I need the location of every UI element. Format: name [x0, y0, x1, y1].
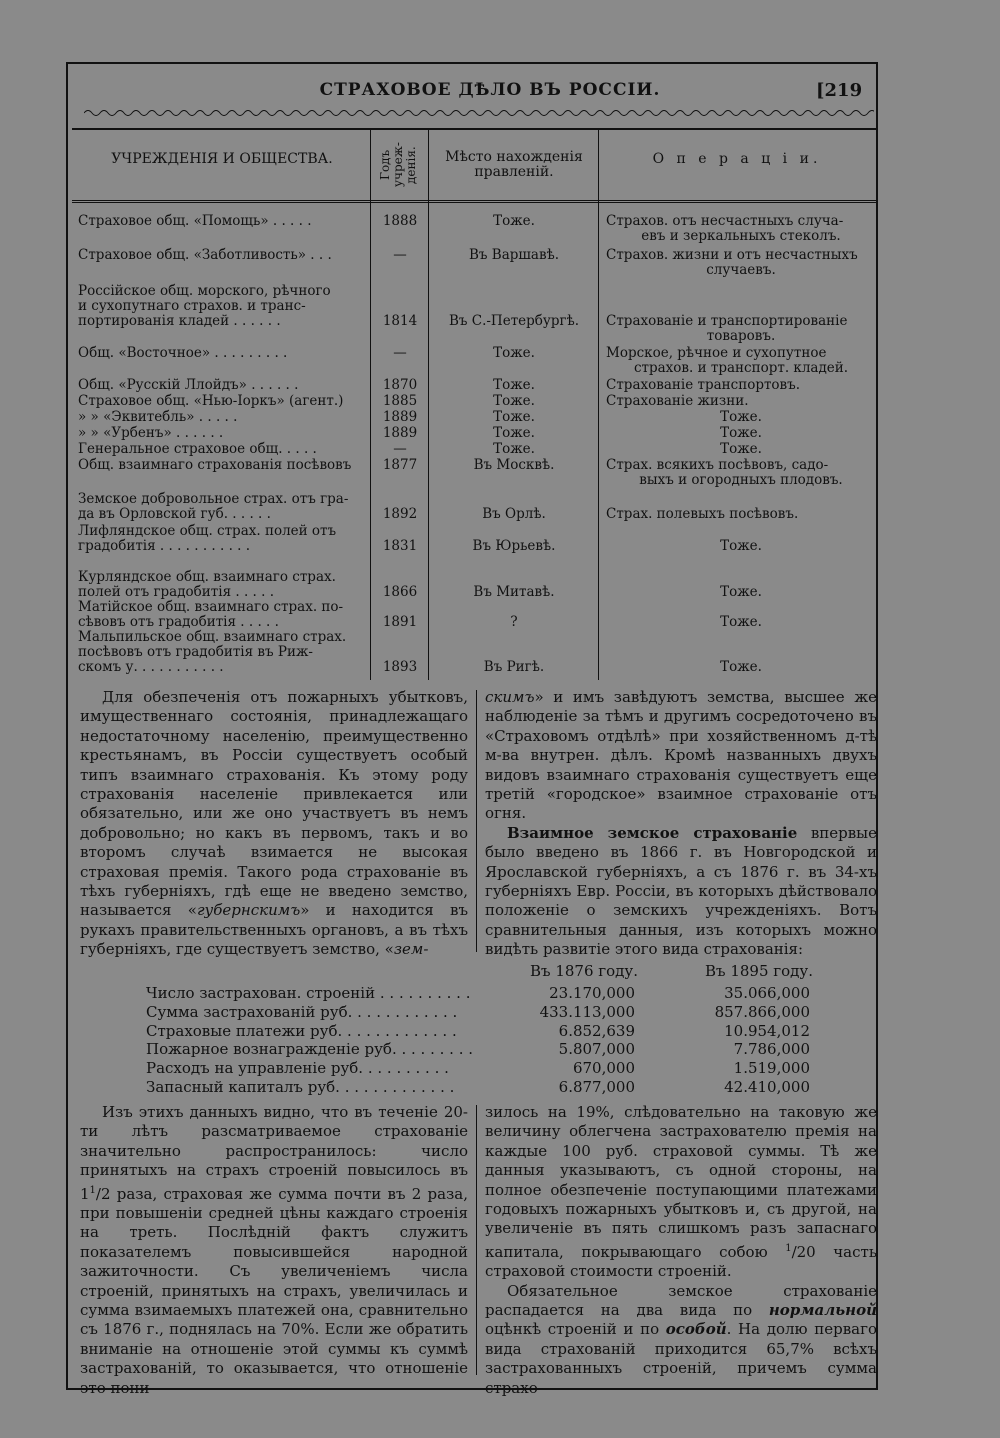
table-row-operation: [606, 214, 876, 244]
institution-line: да въ Орловской губ. . . . . .: [78, 506, 271, 522]
stats-head-1876: Въ 1876 году.: [530, 962, 638, 980]
text-run-italic: нормальной: [768, 1301, 877, 1320]
paragraph: [485, 1103, 877, 1282]
institution-line: Страховое общ. «Нью-Іоркъ» (агент.): [78, 393, 344, 409]
institution-line: полей отъ градобитія . . . . .: [78, 584, 275, 600]
text-run: /20 часть страховой стоимости строеній.: [485, 1242, 877, 1281]
table-row-year: 1877: [382, 457, 418, 473]
table-row-operation: [606, 585, 876, 600]
institution-line: Курляндское общ. взаимнаго страх.: [78, 569, 336, 585]
table-row-operation: [606, 442, 876, 457]
text-run-bold: Взаимное земское страхованіе: [507, 823, 798, 842]
paragraph: [485, 688, 877, 824]
institution-line: Общ. «Восточное» . . . . . . . . .: [78, 345, 288, 361]
stats-label: Число застрахован. строеній . . . . . . . . . .: [146, 984, 471, 1002]
table-row-location: Въ Орлѣ.: [482, 506, 546, 522]
table-row-year: 1893: [382, 659, 418, 675]
table-row-operation: [606, 507, 876, 522]
institution-line: градобитія . . . . . . . . . . .: [78, 538, 251, 554]
institution-line: скомъ у. . . . . . . . . . .: [78, 659, 224, 675]
text-run: Изъ этихъ данныхъ видно, что въ теченіе 20-ти лѣтъ разсматриваемое страхованіе значительно распространилось: число принятыхъ на страхъ строеній повысилось въ 1: [80, 1103, 468, 1203]
institution-line: Матійское общ. взаимнаго страх. по-: [78, 599, 344, 615]
stats-value-1876: 6.877,000: [558, 1078, 635, 1096]
table-row-location: Въ Юрьевѣ.: [472, 538, 556, 554]
table-row-operation: [606, 394, 876, 409]
table-row-year: —: [393, 441, 407, 457]
stats-head-1895: Въ 1895 году.: [705, 962, 813, 980]
table-row-location: Въ С.-Петербургѣ.: [448, 313, 580, 329]
stats-value-1876: 5.807,000: [558, 1040, 635, 1059]
table-row-location: Въ Москвѣ.: [473, 457, 555, 473]
table-row-institution: [78, 492, 368, 522]
table-row-location: Тоже.: [493, 393, 535, 409]
superscript: 1: [89, 1184, 96, 1196]
table-row-institution: [78, 630, 368, 675]
table-row-institution: [78, 426, 368, 441]
paragraph: [80, 688, 468, 960]
stats-value-1876: 433.113,000: [539, 1002, 635, 1021]
text-column-left-top: [80, 688, 468, 960]
table-row-year: —: [393, 247, 407, 263]
text-run: зилось на 19%, слѣдовательно на таковую же величину облегчена застрахователю премія на каждые 100 руб. страховой суммы. Тѣ же данныя указываютъ, съ одной стороны, на полное обезпеченіе поступающими платежами годовыхъ пожарныхъ убытковъ и, съ другой, на увеличеніе въ пять слишкомъ разъ запаснаго капитала, покрывающаго собою: [485, 1103, 877, 1261]
text-run: /2 раза, страховая же сумма почти въ 2 раза, при повышеніи средней цѣны каждаго строенія на треть. Послѣдній фактъ служитъ показателемъ повысившейся народной зажиточности. Съ увеличеніемъ числа строеній, принятыхъ на страхъ, увеличилась и сумма взимаемыхъ платежей она, сравнительно съ 1876 г., поднялась на 70%. Если же обратить вниманіе на отношеніе этой суммы къ суммѣ застрахованій, то оказывается, что отношеніе это пони-: [80, 1184, 468, 1397]
table-row-year: —: [393, 345, 407, 361]
table-row-operation: [606, 458, 876, 488]
table-row-year: 1888: [382, 213, 418, 229]
table-row-year: 1866: [382, 584, 418, 600]
table-row-operation: [606, 426, 876, 441]
operation-line: Тоже.: [720, 659, 762, 675]
operation-line: Тоже.: [720, 584, 762, 600]
table-row-operation: [606, 248, 876, 278]
operation-line: выхъ и огородныхъ плодовъ.: [639, 472, 843, 488]
text-run-italic: зем-: [393, 940, 429, 959]
institution-line: Генеральное страховое общ. . . . .: [78, 441, 317, 457]
stats-value-1876: 6.852,639: [558, 1021, 635, 1040]
table-row-location: Тоже.: [493, 345, 535, 361]
table-row-year: 1889: [382, 409, 418, 425]
operation-line: Тоже.: [720, 614, 762, 630]
table-row-location: Въ Ригѣ.: [483, 659, 545, 675]
table-row-institution: [78, 600, 368, 630]
table-row-operation: [606, 346, 876, 376]
institution-line: Общ. «Русскій Ллойдъ» . . . . . .: [78, 377, 299, 393]
header-year-label: Годъ учреж-денія.: [377, 142, 418, 188]
text-column-right-bottom: [485, 1103, 877, 1398]
institution-line: Мальпильское общ. взаимнаго страх.: [78, 629, 347, 645]
text-run: впервые было введено въ 1866 г. въ Новгородской и Ярославской губерніяхъ, а съ 1876 г. въ 34-хъ губерніяхъ Евр. Россіи, въ которыхъ дѣйствовало положеніе о земскихъ учрежденіяхъ. Вотъ сравнительныя данныя, изъ которыхъ можно видѣть развитіе этого вида страхованія:: [485, 823, 877, 959]
institution-line: » » «Урбенъ» . . . . . .: [78, 425, 224, 441]
stats-label: Расходъ на управленіе руб. . . . . . . . . .: [146, 1059, 449, 1078]
operation-line: Тоже.: [720, 425, 762, 441]
institution-line: Россійское общ. морского, рѣчного: [78, 283, 331, 299]
table-row-institution: [78, 570, 368, 600]
text-run-italic: особой: [665, 1320, 727, 1339]
table-row-institution: [78, 248, 368, 263]
table-header: [72, 128, 877, 203]
column-divider: [476, 1105, 477, 1375]
operation-line: Страх. всякихъ посѣвовъ, садо-: [606, 457, 829, 473]
table-row-location: ?: [510, 614, 518, 630]
header-institutions: УЧРЕЖДЕНIЯ И ОБЩЕСТВА.: [111, 151, 333, 167]
table-row-operation: [606, 410, 876, 425]
table-row-institution: [78, 284, 368, 329]
operation-line: случаевъ.: [706, 262, 776, 278]
table-row-location: Тоже.: [493, 409, 535, 425]
institution-line: Страховое общ. «Заботливость» . . .: [78, 247, 332, 263]
institution-line: Страховое общ. «Помощь» . . . . .: [78, 213, 312, 229]
text-run-italic: губернскимъ: [196, 901, 301, 920]
text-run: Обязательное земское страхованіе распадается на два вида по: [485, 1281, 877, 1320]
stats-label: Страховые платежи руб. . . . . . . . . . . . .: [146, 1021, 457, 1040]
header-year: [372, 130, 424, 200]
stats-value-1895: 7.786,000: [733, 1040, 810, 1059]
wavy-rule: [84, 106, 874, 120]
table-row-institution: [78, 214, 368, 229]
table-row-operation: [606, 378, 876, 393]
table-row-institution: [78, 442, 368, 457]
operation-line: Тоже.: [720, 409, 762, 425]
operation-line: страхов. и транспорт. кладей.: [633, 360, 849, 376]
table-row-operation: [606, 314, 876, 344]
table-row-location: Въ Митавѣ.: [473, 584, 555, 600]
column-rule: [598, 128, 599, 680]
text-run: » и имъ завѣдуютъ земства, высшее же наблюденіе за тѣмъ и другимъ сосредоточено въ «Страховомъ отдѣлѣ» при хозяйственномъ д-тѣ м-ва внутрен. дѣлъ. Кромѣ названныхъ двухъ видовъ взаимнаго страхованія существуетъ еще третій «городское» взаимное страхованіе отъ огня.: [485, 688, 877, 823]
operation-line: Страхованіе транспортовъ.: [606, 377, 801, 393]
paragraph: [80, 1103, 468, 1398]
table-row-operation: [606, 539, 876, 554]
superscript: 1: [785, 1242, 792, 1254]
paragraph: [485, 1282, 877, 1398]
institution-line: Лифляндское общ. страх. полей отъ: [78, 523, 337, 539]
table-row-institution: [78, 524, 368, 554]
stats-value-1876: 23.170,000: [549, 984, 635, 1002]
institution-line: Земское добровольное страх. отъ гра-: [78, 491, 349, 507]
text-column-left-bottom: [80, 1103, 468, 1398]
header-operations: О п е р а ц і и.: [652, 151, 822, 167]
table-row-institution: [78, 458, 368, 473]
stats-value-1895: 1.519,000: [733, 1059, 810, 1078]
header-location: Мѣсто нахожденія правленій.: [445, 149, 583, 180]
stats-value-1895: 35.066,000: [724, 984, 810, 1002]
operation-line: Страхов. отъ несчастныхъ случа-: [606, 213, 844, 229]
operation-line: Страхованіе жизни.: [606, 393, 749, 409]
operation-line: Морское, рѣчное и сухопутное: [606, 345, 827, 361]
institution-line: портированія кладей . . . . . .: [78, 313, 281, 329]
page-number: [219: [816, 80, 863, 101]
table-row-institution: [78, 378, 368, 393]
stats-label: Запасный капиталъ руб. . . . . . . . . . . . .: [146, 1078, 455, 1096]
table-row-year: 1892: [382, 506, 418, 522]
stats-value-1895: 857.866,000: [714, 1002, 810, 1021]
table-row-location: Тоже.: [493, 377, 535, 393]
text-column-right-top: [485, 688, 877, 960]
operation-line: Тоже.: [720, 538, 762, 554]
stats-label: Сумма застрахованій руб. . . . . . . . . . . .: [146, 1002, 458, 1021]
operation-line: Страх. полевыхъ посѣвовъ.: [606, 506, 799, 522]
table-row-institution: [78, 346, 368, 361]
table-row-location: Тоже.: [493, 213, 535, 229]
table-row-location: Въ Варшавѣ.: [468, 247, 560, 263]
table-row-institution: [78, 410, 368, 425]
stats-label: Пожарное вознагражденіе руб. . . . . . . . .: [146, 1040, 473, 1059]
table-row-operation: [606, 660, 876, 675]
operation-line: Страхов. жизни и отъ несчастныхъ: [606, 247, 858, 263]
stats-value-1895: 42.410,000: [724, 1078, 810, 1096]
stats-value-1895: 10.954,012: [724, 1021, 810, 1040]
text-run: Для обезпеченія отъ пожарныхъ убытковъ, имущественнаго состоянія, принадлежащаго недостаточному населенію, преимущественно крестьянамъ, въ Россіи существуетъ особый типъ взаимнаго страхованія. Къ этому роду страхованія населеніе привлекается или обязательно, или же оно участвуетъ въ немъ добровольно; но какъ въ первомъ, такъ и во второмъ случаѣ взимается не высокая страховая премія. Такого рода страхованіе въ тѣхъ губерніяхъ, гдѣ еще не введено земство, называется «: [80, 688, 468, 920]
table-row-year: 1870: [382, 377, 418, 393]
operation-line: Страхованіе и транспортированіе: [606, 313, 848, 329]
text-run: оцѣнкѣ строеній и по: [485, 1320, 666, 1339]
column-divider: [476, 690, 477, 952]
institution-line: Общ. взаимнаго страхованія посѣвовъ: [78, 457, 352, 473]
column-rule: [370, 128, 371, 680]
operation-line: товаровъ.: [706, 328, 776, 344]
operation-line: евъ и зеркальныхъ стеколъ.: [641, 228, 841, 244]
table-row-year: 1814: [382, 313, 418, 329]
institution-line: посѣвовъ отъ градобитія въ Риж-: [78, 644, 313, 660]
table-row-institution: [78, 394, 368, 409]
text-run: » и находится въ рукахъ правительственныхъ органовъ, а въ тѣхъ губерніяхъ, где существуетъ земство, «: [80, 901, 468, 959]
institution-line: » » «Эквитебль» . . . . .: [78, 409, 238, 425]
stats-value-1876: 670,000: [572, 1059, 635, 1078]
table-row-location: Тоже.: [493, 425, 535, 441]
table-row-year: 1885: [382, 393, 418, 409]
table-row-year: 1831: [382, 538, 418, 554]
institution-line: сѣвовъ отъ градобитія . . . . .: [78, 614, 279, 630]
text-run: . На долю перваго вида страхованій приходится 65,7% всѣхъ застрахованныхъ строеній, причемъ сумма страхо-: [485, 1320, 877, 1397]
operation-line: Тоже.: [720, 441, 762, 457]
table-row-year: 1889: [382, 425, 418, 441]
table-row-operation: [606, 615, 876, 630]
institution-line: и сухопутнаго страхов. и транс-: [78, 298, 306, 314]
text-run-italic: скимъ: [485, 688, 535, 706]
paragraph: [485, 824, 877, 960]
table-row-year: 1891: [382, 614, 418, 630]
column-rule: [428, 128, 429, 680]
table-row-location: Тоже.: [493, 441, 535, 457]
running-head: СТРАХОВОЕ ДѢЛО ВЪ РОССIИ.: [319, 80, 661, 100]
